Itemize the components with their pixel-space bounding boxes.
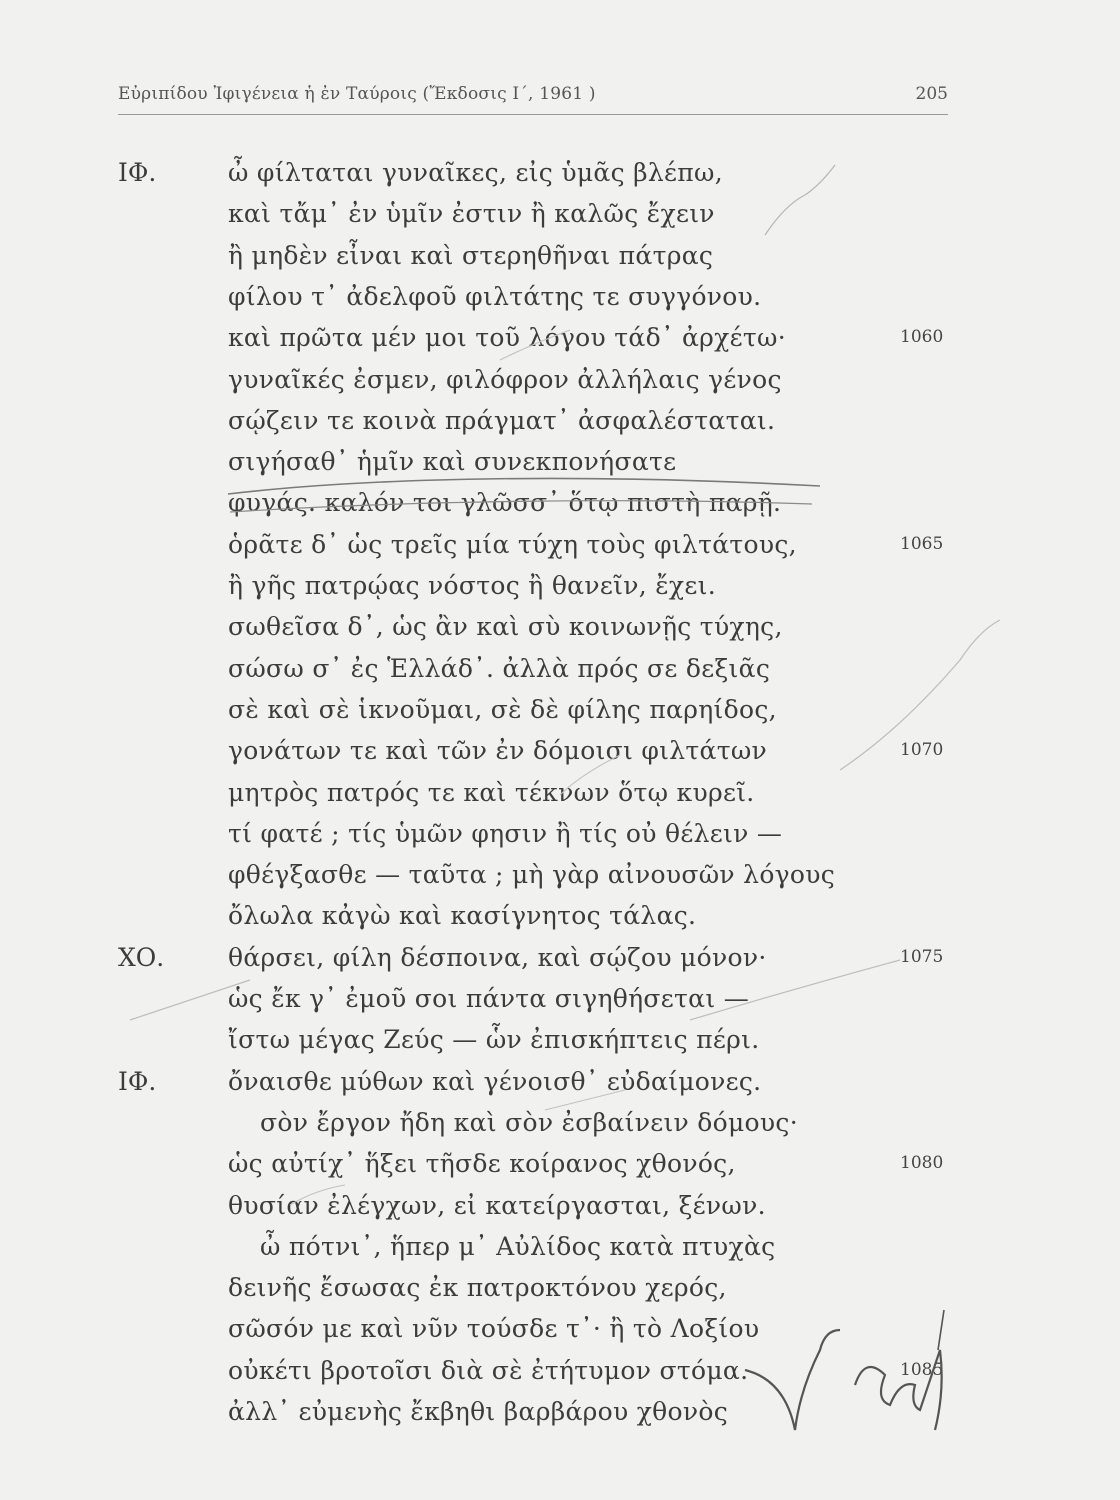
verse-line [0, 488, 1120, 532]
verse-line [0, 447, 1120, 491]
line-number: 1060 [900, 327, 944, 348]
verse-text: ἀλλ᾽ εὐμενὴς ἔκβηθι βαρβάρου χθονὸς [228, 1397, 729, 1426]
verse-line [0, 736, 1120, 780]
line-number: 1085 [900, 1359, 944, 1380]
verse-line [0, 1108, 1120, 1152]
verse-text: θάρσει, φίλη δέσποινα, καὶ σῴζου μόνον· [228, 942, 767, 972]
verse-line [0, 778, 1120, 822]
verse-text: μητρὸς πατρός τε καὶ τέκνων ὅτῳ κυρεῖ. [228, 777, 755, 807]
verse-line [0, 860, 1120, 904]
verse-text: σῶσόν με καὶ νῦν τούσδε τ᾽· ἢ τὸ Λοξίου [228, 1314, 760, 1344]
page-number: 205 [915, 84, 948, 104]
verse-text: καὶ τἄμ᾽ ἐν ὑμῖν ἐστιν ἢ καλῶς ἔχειν [228, 199, 715, 229]
verse-text: ὄναισθε μύθων καὶ γένοισθ᾽ εὐδαίμονες. [228, 1066, 762, 1096]
verse-text: ὁρᾶτε δ᾽ ὡς τρεῖς μία τύχη τοὺς φιλτάτους, [228, 529, 797, 559]
verse-text: καὶ πρῶτα μέν μοι τοῦ λόγου τάδ᾽ ἀρχέτω· [228, 323, 786, 353]
verse-line [0, 199, 1120, 243]
verse-line [0, 1149, 1120, 1193]
verse-text: ἴστω μέγας Ζεύς — ὧν ἐπισκήπτεις πέρι. [228, 1025, 760, 1055]
verse-text: σὲ καὶ σὲ ἱκνοῦμαι, σὲ δὲ φίλης παρηίδος, [228, 694, 777, 724]
verse-text: ἢ γῆς πατρῴας νόστος ἢ θανεῖν, ἔχει. [228, 571, 716, 600]
verse-line [0, 1356, 1120, 1400]
verse-text: θυσίαν ἐλέγχων, εἰ κατείργασται, ξένων. [228, 1190, 766, 1220]
verse-text: σὸν ἔργον ἤδη καὶ σὸν ἐσβαίνειν δόμους· [260, 1107, 798, 1137]
verse-line [0, 1067, 1120, 1111]
verse-text: σιγήσαθ᾽ ἡμῖν καὶ συνεκπονήσατε [228, 447, 677, 477]
speaker-label: ΙΦ. [118, 1066, 157, 1096]
verse-text: ὦ φίλταται γυναῖκες, εἰς ὑμᾶς βλέπω, [228, 158, 723, 187]
verse-line [0, 695, 1120, 739]
verse-line [0, 406, 1120, 450]
line-number: 1080 [900, 1153, 944, 1174]
speaker-label: ΧΟ. [118, 942, 165, 972]
verse-line [0, 1397, 1120, 1441]
verse-line [0, 365, 1120, 409]
verse-text: ἢ μηδὲν εἶναι καὶ στερηθῆναι πάτρας [228, 240, 714, 270]
verse-line [0, 612, 1120, 656]
verse-line [0, 654, 1120, 698]
speaker-label: ΙΦ. [118, 158, 157, 187]
verse-line [0, 819, 1120, 863]
verse-text: ὄλωλα κἀγὼ καὶ κασίγνητος τάλας. [228, 901, 697, 931]
verse-line [0, 530, 1120, 574]
running-title: Εὐριπίδου Ἰφιγένεια ἡ ἐν Ταύροις (Ἔκδοσις Ι΄, 1961 ) [118, 84, 596, 104]
verse-line [0, 943, 1120, 987]
verse-text: δεινῆς ἔσωσας ἐκ πατροκτόνου χερός, [228, 1273, 727, 1303]
verse-text: ὡς ἔκ γ᾽ ἐμοῦ σοι πάντα σιγηθήσεται — [228, 984, 749, 1013]
line-number: 1070 [900, 740, 944, 761]
line-number: 1075 [900, 946, 944, 967]
verse-text: σωθεῖσα δ᾽, ὡς ἂν καὶ σὺ κοινωνῇς τύχης, [228, 612, 783, 642]
verse-text: γυναῖκές ἐσμεν, φιλόφρον ἀλλήλαις γένος [228, 364, 782, 394]
verse-line [0, 241, 1120, 285]
verse-line [0, 1191, 1120, 1235]
line-number: 1065 [900, 533, 944, 554]
verse-line [0, 1232, 1120, 1276]
verse-text: γονάτων τε καὶ τῶν ἐν δόμοισι φιλτάτων [228, 736, 768, 766]
verse-line [0, 158, 1120, 202]
verse-line [0, 1273, 1120, 1317]
verse-text: φθέγξασθε — ταῦτα ; μὴ γὰρ αἰνουσῶν λόγους [228, 860, 836, 890]
verse-text: φυγάς. καλόν τοι γλῶσσ᾽ ὅτῳ πιστὴ παρῇ. [228, 488, 782, 518]
verse-text: τί φατέ ; τίς ὑμῶν φησιν ἢ τίς οὐ θέλειν — [228, 818, 783, 848]
verse-line [0, 571, 1120, 615]
verse-line [0, 282, 1120, 326]
verse-line [0, 1025, 1120, 1069]
verse-text: ὦ πότνι᾽, ἥπερ μ᾽ Αὐλίδος κατὰ πτυχὰς [260, 1231, 776, 1261]
verse-line [0, 323, 1120, 367]
verse-text: σῴζειν τε κοινὰ πράγματ᾽ ἀσφαλέσταται. [228, 405, 776, 435]
verse-line [0, 984, 1120, 1028]
verse-text: οὐκέτι βροτοῖσι διὰ σὲ ἐτήτυμον στόμα. [228, 1355, 749, 1385]
verse-text: ὡς αὐτίχ᾽ ἥξει τῆσδε κοίρανος χθονός, [228, 1149, 736, 1179]
verse-line [0, 1314, 1120, 1358]
verse-text: σώσω σ᾽ ἐς Ἑλλάδ᾽. ἀλλὰ πρός σε δεξιᾶς [228, 653, 771, 683]
verse-line [0, 901, 1120, 945]
verse-text: φίλου τ᾽ ἀδελφοῦ φιλτάτης τε συγγόνου. [228, 281, 762, 311]
